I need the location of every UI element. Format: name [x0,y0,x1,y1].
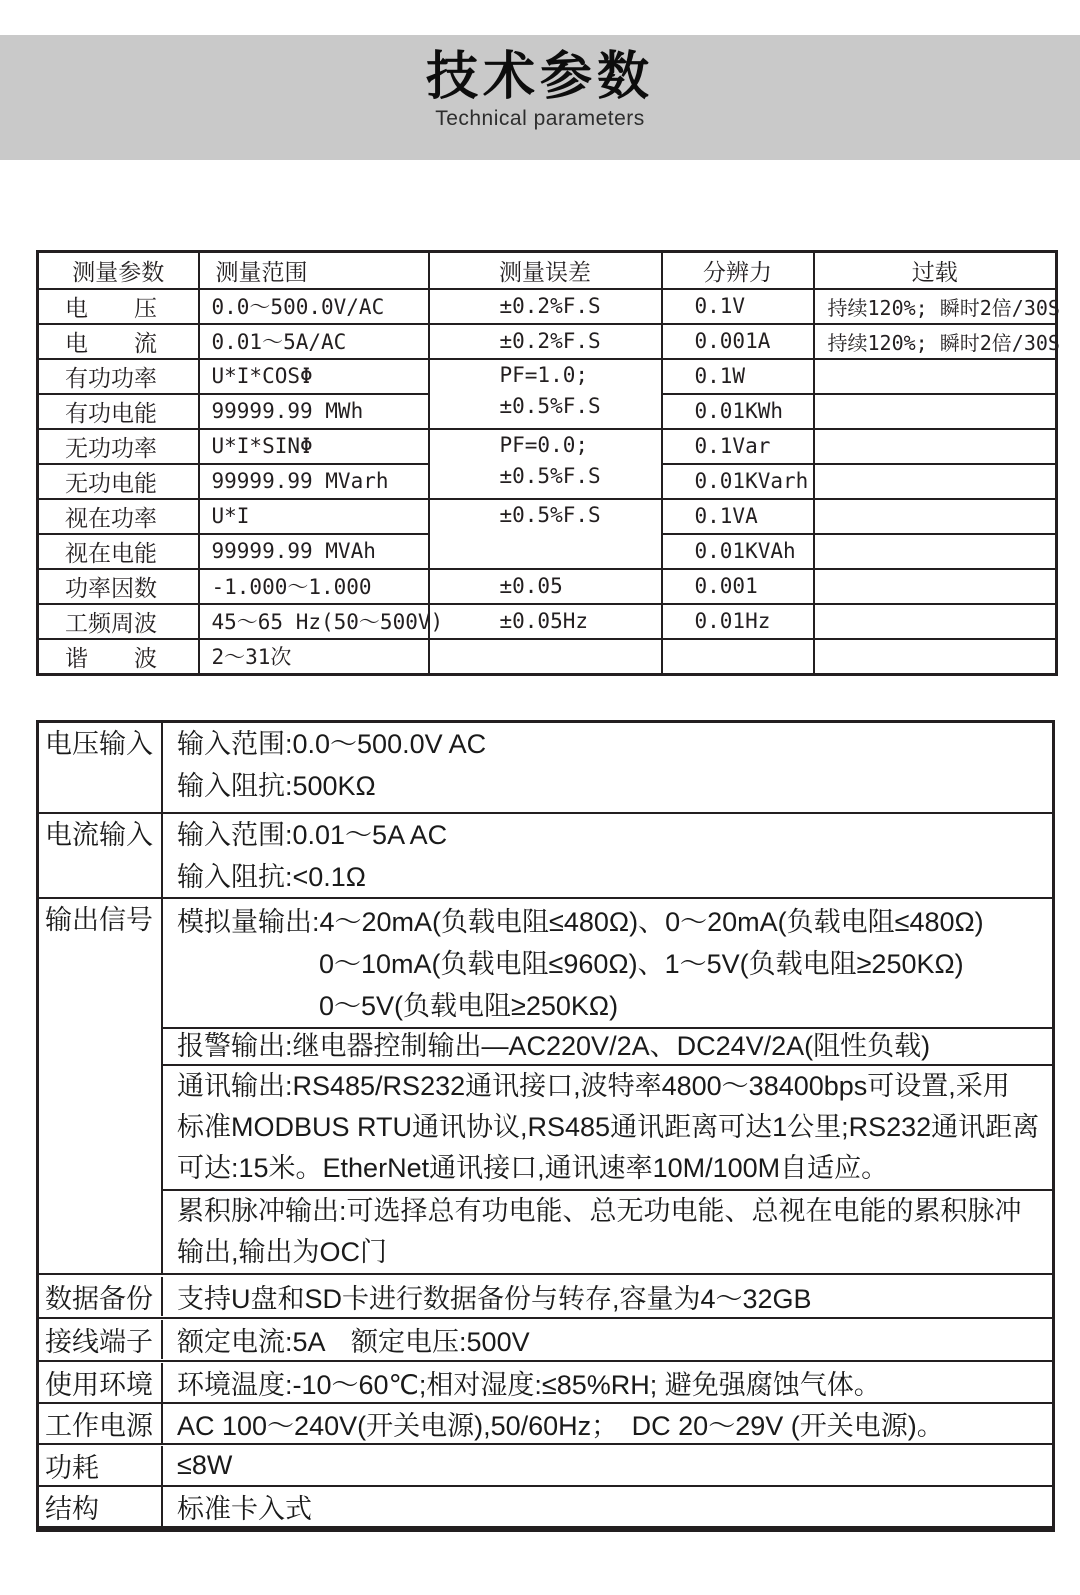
resolution-cell [662,639,814,675]
param-cell: 无功功率 [38,429,199,464]
resolution-cell: 0.1V [662,289,814,324]
range-cell: 2～31次 [199,639,429,675]
resolution-cell: 0.01Hz [662,604,814,639]
header-overload: 过载 [814,252,1057,289]
spec-line: AC 100～240V(开关电源),50/60Hz； DC 20～29V (开关电源)。 [177,1411,944,1441]
measurement-table [36,250,1058,676]
pulse-output-block [163,1189,1052,1273]
page-subtitle: Technical parameters [435,107,645,130]
param-cell: 谐 波 [38,639,199,675]
overload-cell [814,604,1057,639]
row-reactive-power [38,429,1057,464]
spec-line: 通讯输出:RS485/RS232通讯接口,波特率4800～38400bps可设置,采用 [177,1071,1010,1101]
spec-line: 额定电流:5A 额定电压:500V [177,1327,530,1357]
error-cell: ±0.05 [429,569,662,604]
param-cell: 视在功率 [38,499,199,534]
communication-output-block [163,1064,1052,1189]
spec-line: 输入阻抗:<0.1Ω [177,862,366,892]
row-current [38,324,1057,359]
resolution-cell: 0.01KWh [662,394,814,429]
param-cell: 功率因数 [38,569,199,604]
range-cell: 45～65 Hz(50～500V) [199,604,429,639]
spec-label: 电流输入 [39,814,163,897]
range-cell: 99999.99 MVarh [199,464,429,499]
row-voltage-input [39,723,1052,812]
header-range: 测量范围 [199,252,429,289]
spec-label: 使用环境 [39,1363,163,1402]
row-voltage [38,289,1057,324]
error-cell: ±0.2%F.S [429,324,662,359]
error-cell: ±0.2%F.S [429,289,662,324]
param-cell: 有功功率 [38,359,199,394]
overload-cell [814,569,1057,604]
spec-line: 输入阻抗:500KΩ [177,771,376,801]
measurement-table-header [38,252,1057,289]
row-apparent-power [38,499,1057,534]
row-power-factor [38,569,1057,604]
row-active-power [38,359,1057,394]
param-cell: 无功电能 [38,464,199,499]
range-cell: 0.0～500.0V/AC [199,289,429,324]
spec-label: 接线端子 [39,1320,163,1359]
resolution-cell: 0.1VA [662,499,814,534]
error-cell-merged [429,429,662,499]
page-title: 技术参数 [425,48,654,106]
row-structure [39,1485,1052,1526]
spec-content [163,899,1052,1273]
range-cell: U*I*SINΦ [199,429,429,464]
spec-line: 输入范围:0.0～500.0V AC [177,729,487,759]
spec-line: 环境温度:-10～60℃;相对湿度:≤85%RH; 避免强腐蚀气体。 [177,1369,881,1400]
spec-line: 0～5V(负载电阻≥250KΩ) [319,991,619,1021]
spec-line: 0～10mA(负载电阻≤960Ω)、1～5V(负载电阻≥250KΩ) [319,949,964,979]
overload-cell: 持续120%; 瞬时2倍/30S [814,289,1057,324]
spec-line: 模拟量输出:4～20mA(负载电阻≤480Ω)、0～20mA(负载电阻≤480Ω) [177,907,984,937]
header-resolution: 分辨力 [662,252,814,289]
spec-line: 标准卡入式 [177,1494,312,1524]
overload-cell [814,639,1057,675]
range-cell: -1.000～1.000 [199,569,429,604]
row-environment [39,1360,1052,1402]
overload-cell [814,499,1057,534]
row-output-signal [39,897,1052,1273]
error-cell-merged [429,499,662,569]
range-cell: U*I*COSΦ [199,359,429,394]
spec-label: 数据备份 [39,1277,163,1316]
row-data-backup [39,1273,1052,1317]
error-line: ±0.5%F.S [499,502,601,527]
param-cell: 电 流 [38,324,199,359]
spec-line: 可达:15米。EtherNet通讯接口,通讯速率10M/100M自适应。 [177,1153,889,1183]
overload-cell [814,464,1057,499]
overload-cell [814,359,1057,394]
spec-line: 输出,输出为OC门 [177,1237,388,1267]
spec-line: 报警输出:继电器控制输出—AC220V/2A、DC24V/2A(阻性负载) [177,1031,931,1061]
overload-cell [814,534,1057,569]
resolution-cell: 0.1Var [662,429,814,464]
alarm-output-block [163,1027,1052,1064]
error-cell: ±0.05Hz [429,604,662,639]
spec-label: 功耗 [39,1446,163,1485]
header-band [0,35,1080,160]
spec-content [163,1404,1052,1443]
spec-label: 工作电源 [39,1404,163,1443]
spec-line: 支持U盘和SD卡进行数据备份与转存,容量为4～32GB [177,1283,812,1314]
header-param: 测量参数 [38,252,199,289]
overload-cell: 持续120%; 瞬时2倍/30S [814,324,1057,359]
spec-content [163,814,1052,897]
spec-content [163,1363,1052,1402]
range-cell: 99999.99 MWh [199,394,429,429]
error-line: PF=1.0; [499,362,589,387]
spec-content [163,1320,1052,1359]
error-cell [429,639,662,675]
spec-line: 输入范围:0.01～5A AC [177,820,448,850]
param-cell: 工频周波 [38,604,199,639]
resolution-cell: 0.1W [662,359,814,394]
resolution-cell: 0.01KVAh [662,534,814,569]
row-terminal [39,1317,1052,1360]
spec-label: 结构 [39,1487,163,1526]
analog-output-block [163,899,1052,1027]
spec-content [163,1277,1052,1316]
row-harmonics [38,639,1057,675]
spec-label: 电压输入 [39,723,163,812]
error-cell-merged [429,359,662,429]
spec-table [36,720,1055,1532]
resolution-cell: 0.001 [662,569,814,604]
spec-label: 输出信号 [39,899,163,1273]
resolution-cell: 0.01KVarh [662,464,814,499]
row-frequency [38,604,1057,639]
spec-line: 标准MODBUS RTU通讯协议,RS485通讯距离可达1公里;RS232通讯距离 [177,1112,1040,1142]
overload-cell [814,394,1057,429]
resolution-cell: 0.001A [662,324,814,359]
param-cell: 电 压 [38,289,199,324]
overload-cell [814,429,1057,464]
spec-content [163,1450,1052,1481]
error-line: PF=0.0; [499,432,589,457]
param-cell: 视在电能 [38,534,199,569]
range-cell: U*I [199,499,429,534]
row-power-consumption [39,1443,1052,1485]
header-row [38,252,1057,289]
row-current-input [39,812,1052,897]
error-line: ±0.5%F.S [499,393,601,418]
range-cell: 0.01～5A/AC [199,324,429,359]
spec-content [163,723,1052,812]
range-cell: 99999.99 MVAh [199,534,429,569]
spec-line: 累积脉冲输出:可选择总有功电能、总无功电能、总视在电能的累积脉冲 [177,1196,1022,1226]
spec-line: ≤8W [177,1449,233,1480]
param-cell: 有功电能 [38,394,199,429]
error-line [500,531,661,562]
header-error: 测量误差 [429,252,662,289]
error-line: ±0.5%F.S [499,463,601,488]
row-power-supply [39,1402,1052,1443]
spec-content [163,1487,1052,1526]
